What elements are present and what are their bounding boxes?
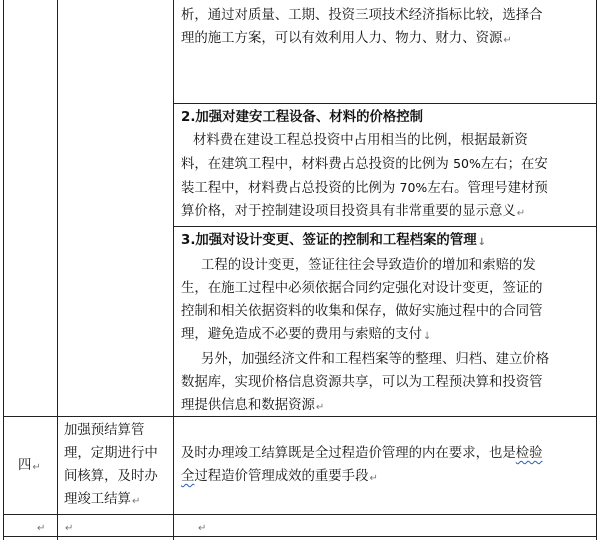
percent-value-2: 70% — [399, 180, 428, 195]
section-3-p2-line-3: 理提供信息和数据资源↵ — [181, 398, 325, 413]
line-break-mark: ↓ — [423, 331, 432, 342]
section-top-text — [181, 4, 593, 52]
paragraph-mark: ↵ — [315, 402, 325, 413]
section-3-p1-line-3: 控制和相关依据资料的收集和保存，做好实施过程中的合同管 — [181, 304, 543, 319]
row-4-title — [64, 419, 172, 513]
section-2 — [181, 106, 593, 225]
paragraph-mark: ↵ — [369, 473, 378, 484]
row-4-title-line-3: 间核算，及时办 — [64, 469, 158, 484]
table-border-left — [3, 0, 4, 540]
section-3-p2-line-2: 数据库，实现价格信息资源共享，可以为工程预决算和投资管 — [181, 375, 543, 390]
paragraph-mark: ↵ — [131, 496, 141, 507]
row-4-title-line-2: 理，定期进行中 — [64, 446, 158, 461]
row-4-content-line-1: 及时办理竣工结算既是全过程造价管理的内在要求，也是检验 — [181, 446, 543, 461]
spellcheck-underline: 全 — [181, 469, 195, 484]
paragraph-mark: ↵ — [32, 462, 41, 473]
section-2-line-3: 装工程中，材料费占总投资的比例为 70%左右。管理号建材预 — [181, 180, 548, 196]
row-divider-empty — [3, 514, 597, 515]
percent-value-1: 50% — [453, 156, 481, 171]
row-divider-section3 — [173, 226, 597, 227]
row-4-content-line-2: 全过程造价管理成效的重要手段↵ — [181, 469, 378, 484]
table-border-right — [596, 0, 597, 540]
row-4-number: 四↵ — [18, 458, 41, 473]
paragraph-mark: ↵ — [503, 35, 512, 46]
row-4-title-line-1: 加强预结算管 — [64, 423, 145, 438]
section-3-p1-line-2: 生，在施工过程中必须依据合同约定强化对设计变更，签证的 — [181, 281, 543, 296]
section-3-p1-line-4: 理，避免造成不必要的费用与索赔的支付↓ — [181, 327, 432, 342]
column-divider-2 — [173, 0, 174, 540]
section-top-line-1: 析，通过对质量、工期、投资三项技术经济指标比较，选择合 — [181, 8, 543, 23]
empty-row-mark-1: ↵ — [37, 523, 46, 534]
column-divider-1 — [57, 0, 58, 540]
row-4-title-line-4: 理竣工结算↵ — [64, 492, 141, 507]
section-2-heading: 2.加强对建安工程设备、材料的价格控制 — [181, 110, 424, 125]
section-2-line-2: 料，在建筑工程中，材料费占总投资的比例为 50%左右；在安 — [181, 156, 548, 172]
section-top-line-2: 理的施工方案，可以有效利用人力、物力、财力、资源↵ — [181, 31, 512, 46]
row-divider-section2 — [173, 103, 597, 104]
section-3 — [181, 229, 593, 419]
section-3-p2-line-1: 另外，加强经济文件和工程档案等的整理、归档、建立价格 — [201, 352, 550, 367]
empty-row-mark-3: ↵ — [198, 523, 207, 534]
empty-row-mark-2: ↵ — [65, 523, 74, 534]
section-2-line-4: 算价格，对于控制建设项目投资具有非常重要的显示意义↵ — [181, 204, 526, 219]
section-3-heading: 3.加强对设计变更、签证的控制和工程档案的管理↓ — [181, 233, 486, 248]
table-border-bottom — [3, 536, 597, 537]
row-4-content — [181, 442, 593, 490]
section-3-p1-line-1: 工程的设计变更，签证往往会导致造价的增加和索赔的发 — [201, 258, 536, 273]
line-break-mark: ↓ — [477, 237, 486, 248]
spellcheck-underline: 检验 — [515, 446, 543, 461]
paragraph-mark: ↵ — [516, 208, 526, 219]
section-2-line-1: 材料费在建设工程总投资中占用相当的比例，根据最新资 — [193, 133, 528, 148]
